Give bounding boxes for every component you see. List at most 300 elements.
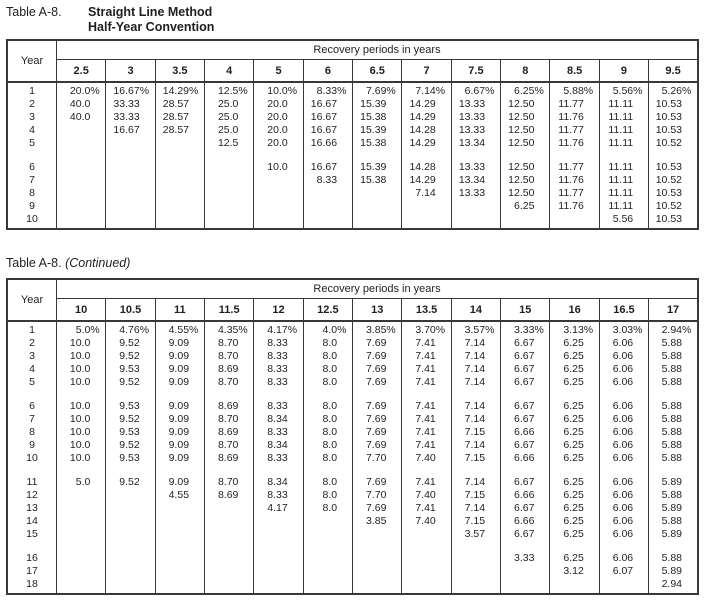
rate-cell: [599, 413, 648, 426]
rate-cell: [501, 565, 550, 578]
rate-cell: [451, 111, 500, 124]
rate-value: 16.66: [310, 137, 338, 149]
rate-cell: [254, 213, 303, 226]
rate-value: 15.38: [360, 111, 387, 123]
rate-value: 12.50: [508, 111, 535, 123]
rate-value: 20.0: [267, 98, 288, 110]
rate-cell: [402, 98, 451, 111]
rate-value: 28.57: [162, 124, 190, 136]
rate-cell: [106, 400, 155, 413]
rate-cell: [155, 376, 204, 389]
rate-cell: [599, 363, 648, 376]
rate-value: 3.85: [365, 324, 387, 336]
year-cell: 3: [29, 111, 35, 123]
rate-value: 14.29: [409, 111, 436, 123]
rate-value: 16.67: [113, 85, 140, 97]
rate-value: 3.57: [464, 528, 486, 540]
percent-sign: %: [238, 324, 248, 336]
spacer-row: [7, 541, 698, 552]
rate-cell: [57, 213, 106, 226]
rate-value: 11.76: [558, 137, 584, 149]
rate-value: 14.29: [162, 85, 190, 97]
rate-cell: [353, 98, 402, 111]
table-row-year-12: [7, 489, 698, 502]
percent-sign: %: [139, 324, 150, 336]
rate-cell: [402, 337, 451, 350]
percent-sign: %: [682, 85, 692, 97]
rate-cell: [254, 565, 303, 578]
percent-sign: %: [583, 85, 594, 97]
rate-cell: [599, 439, 648, 452]
rate-value: 6.06: [612, 426, 634, 438]
rate-value: 7.41: [415, 400, 436, 412]
spacer-row: [7, 226, 698, 229]
rate-cell: [649, 174, 698, 187]
rate-cell: [402, 85, 451, 98]
rate-cell: [57, 400, 106, 413]
rate-value: 6.67: [514, 350, 535, 362]
rate-cell: [205, 161, 254, 174]
rate-cell: [649, 161, 698, 174]
column-header-17: 17: [649, 299, 698, 322]
rate-value: 14.28: [409, 161, 436, 173]
rate-value: 7.41: [415, 337, 436, 349]
column-header-11.5: 11.5: [205, 299, 254, 322]
percent-sign: %: [337, 324, 347, 336]
rate-value: 8.70: [217, 413, 239, 425]
rate-value: 6.06: [612, 350, 634, 362]
rate-value: 7.41: [415, 363, 436, 375]
rate-value: 7.14: [464, 400, 486, 412]
rate-cell: [106, 324, 155, 337]
year-cell: 6: [29, 400, 35, 412]
rate-value: 8.33: [316, 174, 338, 186]
rate-value: 9.09: [168, 439, 190, 451]
rate-cell: [550, 552, 599, 565]
table-row-year-11: [7, 476, 698, 489]
year-cell: 16: [26, 552, 38, 564]
column-header-10: 10: [57, 299, 106, 322]
rate-cell: [649, 350, 698, 363]
rate-cell: [402, 161, 451, 174]
table1-title: [6, 5, 700, 35]
rate-cell: [550, 476, 599, 489]
rate-value: 6.25: [563, 376, 584, 388]
column-header-6.5: 6.5: [353, 60, 402, 83]
rate-cell: [155, 174, 204, 187]
rate-cell: [205, 413, 254, 426]
rate-value: 11.11: [608, 161, 634, 173]
rate-value: 5.89: [661, 502, 682, 514]
rate-value: 8.0: [322, 363, 338, 375]
rate-value: 8.0: [322, 426, 338, 438]
rate-cell: [501, 452, 550, 465]
table-row-year-9: [7, 200, 698, 213]
rate-cell: [451, 137, 500, 150]
rate-value: 15.38: [360, 174, 387, 186]
rate-value: 5.89: [661, 565, 682, 577]
rate-cell: [451, 502, 500, 515]
rate-cell: [205, 98, 254, 111]
rate-value: 6.67: [514, 400, 535, 412]
percent-sign: %: [633, 324, 643, 336]
rate-cell: [402, 439, 451, 452]
rate-cell: [501, 400, 550, 413]
rate-cell: [106, 565, 155, 578]
rate-value: 7.69: [365, 400, 387, 412]
rate-cell: [649, 200, 698, 213]
rate-value: 14.28: [409, 124, 436, 136]
rate-cell: [106, 552, 155, 565]
rate-cell: [155, 187, 204, 200]
rate-cell: [451, 324, 500, 337]
rate-value: 25.0: [217, 98, 239, 110]
rate-value: 6.25: [563, 426, 584, 438]
rate-cell: [353, 200, 402, 213]
table1-body: [7, 82, 698, 229]
rate-value: 10.0: [69, 363, 91, 375]
rate-cell: [254, 85, 303, 98]
rate-value: 11.11: [608, 111, 634, 123]
rate-value: 7.15: [464, 426, 486, 438]
rate-cell: [106, 376, 155, 389]
rate-cell: [550, 578, 599, 591]
rate-cell: [451, 213, 500, 226]
column-header-5: 5: [254, 60, 303, 83]
spacer-row: [7, 150, 698, 161]
rate-cell: [599, 515, 648, 528]
rate-cell: [550, 85, 599, 98]
rate-cell: [599, 161, 648, 174]
year-cell: 6: [29, 161, 35, 173]
rate-cell: [57, 528, 106, 541]
rate-value: 5.88: [661, 350, 682, 362]
percent-sign: %: [485, 85, 495, 97]
column-header-8.5: 8.5: [550, 60, 599, 83]
rate-cell: [501, 124, 550, 137]
rate-cell: [451, 413, 500, 426]
rate-cell: [57, 111, 106, 124]
rate-cell: [501, 137, 550, 150]
rate-cell: [353, 213, 402, 226]
rate-value: 8.33: [267, 350, 288, 362]
rate-cell: [501, 376, 550, 389]
rate-value: 33.33: [113, 111, 140, 123]
rate-value: 9.52: [119, 439, 140, 451]
rate-cell: [353, 452, 402, 465]
column-header-10.5: 10.5: [106, 299, 155, 322]
rate-cell: [451, 350, 500, 363]
rate-value: 3.12: [563, 565, 584, 577]
rate-cell: [649, 515, 698, 528]
rate-cell: [402, 452, 451, 465]
rate-value: 10.53: [655, 213, 682, 225]
rate-cell: [550, 98, 599, 111]
rate-cell: [106, 502, 155, 515]
rate-cell: [402, 476, 451, 489]
rate-cell: [649, 337, 698, 350]
table2-body: [7, 321, 698, 594]
rate-value: 5.88: [661, 452, 682, 464]
rate-value: 7.41: [415, 350, 436, 362]
rate-value: 7.14: [464, 337, 486, 349]
rate-cell: [106, 85, 155, 98]
rate-cell: [303, 515, 352, 528]
rate-cell: [106, 528, 155, 541]
rate-cell: [155, 161, 204, 174]
rate-value: 4.0: [322, 324, 338, 336]
rate-value: 10.53: [655, 98, 682, 110]
rate-value: 14.29: [409, 137, 436, 149]
rate-cell: [303, 565, 352, 578]
rate-cell: [353, 363, 402, 376]
rate-cell: [155, 98, 204, 111]
year-cell: 10: [26, 452, 38, 464]
rate-cell: [155, 363, 204, 376]
rate-value: 11.77: [558, 187, 584, 199]
rate-cell: [353, 528, 402, 541]
rate-cell: [254, 174, 303, 187]
rate-cell: [353, 502, 402, 515]
rate-cell: [599, 565, 648, 578]
rate-cell: [353, 187, 402, 200]
rate-cell: [303, 337, 352, 350]
table1-title-label: Table A-8.: [6, 5, 62, 19]
rate-cell: [599, 528, 648, 541]
rate-cell: [501, 515, 550, 528]
rate-cell: [106, 363, 155, 376]
rate-cell: [303, 426, 352, 439]
percent-sign: %: [386, 85, 396, 97]
percent-sign: %: [534, 85, 544, 97]
rate-cell: [501, 578, 550, 591]
rate-cell: [205, 137, 254, 150]
rate-value: 8.0: [322, 452, 338, 464]
rate-value: 6.06: [612, 515, 634, 527]
rate-cell: [353, 111, 402, 124]
rate-value: 6.25: [563, 337, 584, 349]
rate-value: 15.39: [360, 161, 387, 173]
rate-value: 8.70: [217, 476, 239, 488]
rate-value: 6.67: [464, 85, 486, 97]
table-row-year-10: [7, 213, 698, 226]
rate-cell: [402, 489, 451, 502]
rate-value: 10.53: [655, 161, 682, 173]
rate-value: 7.14: [464, 439, 486, 451]
rate-cell: [205, 489, 254, 502]
rate-value: 9.09: [168, 452, 190, 464]
rate-value: 8.0: [322, 413, 338, 425]
rate-value: 3.57: [464, 324, 486, 336]
rate-cell: [155, 413, 204, 426]
rate-value: 33.33: [113, 98, 140, 110]
rate-cell: [402, 552, 451, 565]
rate-value: 10.52: [655, 137, 682, 149]
rate-value: 20.0: [267, 124, 288, 136]
column-header-3.5: 3.5: [155, 60, 204, 83]
percent-sign: %: [189, 324, 199, 336]
rate-cell: [303, 476, 352, 489]
rate-value: 8.0: [322, 439, 338, 451]
rate-cell: [501, 489, 550, 502]
rate-value: 5.88: [661, 552, 682, 564]
rate-cell: [402, 124, 451, 137]
rate-cell: [106, 137, 155, 150]
rate-cell: [155, 200, 204, 213]
column-header-7: 7: [402, 60, 451, 83]
rate-cell: [550, 124, 599, 137]
rate-cell: [106, 439, 155, 452]
year-cell: 11: [26, 476, 38, 488]
rate-value: 10.0: [267, 85, 288, 97]
rate-value: 6.25: [563, 413, 584, 425]
rate-cell: [649, 137, 698, 150]
rate-cell: [303, 111, 352, 124]
rate-cell: [303, 439, 352, 452]
rate-cell: [106, 213, 155, 226]
rate-cell: [303, 376, 352, 389]
rate-value: 7.14: [464, 376, 486, 388]
rate-value: 8.33: [267, 337, 288, 349]
table2-title-continued: (Continued): [65, 256, 131, 270]
rate-value: 12.50: [508, 174, 535, 186]
percent-sign: %: [534, 324, 544, 336]
rate-cell: [155, 124, 204, 137]
table-row-year-7: [7, 174, 698, 187]
rate-value: 8.33: [267, 363, 288, 375]
rate-cell: [57, 350, 106, 363]
rate-value: 7.69: [365, 502, 387, 514]
rate-value: 6.25: [563, 363, 584, 375]
rate-cell: [57, 489, 106, 502]
table-row-year-10: [7, 452, 698, 465]
rate-value: 7.15: [464, 515, 486, 527]
rate-value: 8.0: [322, 502, 338, 514]
rate-cell: [155, 515, 204, 528]
rate-value: 9.52: [119, 337, 140, 349]
percent-sign: %: [287, 85, 298, 97]
rate-value: 9.52: [119, 350, 140, 362]
rate-cell: [205, 85, 254, 98]
rate-cell: [599, 98, 648, 111]
rate-cell: [501, 363, 550, 376]
rate-value: 9.09: [168, 350, 190, 362]
rate-cell: [205, 578, 254, 591]
year-cell: 17: [26, 565, 38, 577]
rate-value: 5.88: [661, 413, 682, 425]
rate-cell: [550, 200, 599, 213]
rate-cell: [155, 452, 204, 465]
rate-cell: [106, 187, 155, 200]
rate-value: 8.0: [322, 400, 338, 412]
percent-sign: %: [238, 85, 248, 97]
column-header-13.5: 13.5: [402, 299, 451, 322]
rate-cell: [353, 515, 402, 528]
rate-cell: [254, 528, 303, 541]
rate-cell: [451, 337, 500, 350]
year-cell: 9: [29, 200, 35, 212]
rate-cell: [57, 376, 106, 389]
rate-value: 16.67: [310, 98, 338, 110]
rate-value: 5.88: [661, 426, 682, 438]
rate-value: 5.88: [661, 337, 682, 349]
rate-cell: [353, 439, 402, 452]
rate-value: 7.69: [365, 350, 387, 362]
rate-cell: [57, 124, 106, 137]
rate-value: 6.67: [514, 528, 535, 540]
rate-value: 8.33: [267, 426, 288, 438]
rate-cell: [57, 137, 106, 150]
rate-cell: [106, 476, 155, 489]
rate-value: 5.56: [612, 213, 634, 225]
rate-cell: [402, 111, 451, 124]
rate-cell: [649, 439, 698, 452]
rate-value: 11.11: [608, 174, 634, 186]
rate-value: 7.41: [415, 376, 436, 388]
table-row-year-1: [7, 324, 698, 337]
rate-cell: [205, 439, 254, 452]
rate-value: 9.09: [168, 426, 190, 438]
rate-value: 5.88: [661, 489, 682, 501]
rate-value: 3.13: [563, 324, 584, 336]
rate-cell: [106, 111, 155, 124]
column-header-8: 8: [501, 60, 550, 83]
column-headers-row: [7, 60, 698, 83]
rate-cell: [402, 376, 451, 389]
rate-cell: [205, 200, 254, 213]
rate-cell: [254, 439, 303, 452]
rate-value: 4.55: [168, 324, 190, 336]
rate-cell: [303, 200, 352, 213]
depreciation-table-2: [6, 278, 699, 595]
rate-value: 16.67: [310, 161, 338, 173]
rate-cell: [501, 324, 550, 337]
rate-value: 7.14: [464, 502, 486, 514]
column-header-2.5: 2.5: [57, 60, 106, 83]
depreciation-table-1: [6, 39, 699, 230]
rate-value: 7.41: [415, 426, 436, 438]
rate-value: 10.53: [655, 124, 682, 136]
rate-cell: [353, 552, 402, 565]
rate-cell: [353, 413, 402, 426]
rate-cell: [353, 85, 402, 98]
rate-cell: [451, 363, 500, 376]
rate-cell: [57, 452, 106, 465]
column-header-13: 13: [353, 299, 402, 322]
rate-cell: [353, 161, 402, 174]
rate-value: 10.53: [655, 111, 682, 123]
column-header-3: 3: [106, 60, 155, 83]
rate-value: 20.0: [267, 137, 288, 149]
rate-cell: [106, 426, 155, 439]
rate-cell: [303, 528, 352, 541]
rate-cell: [254, 489, 303, 502]
rate-value: 8.70: [217, 376, 239, 388]
rate-value: 7.15: [464, 452, 486, 464]
rate-value: 11.11: [608, 137, 634, 149]
rate-value: 13.33: [458, 98, 486, 110]
percent-sign: %: [90, 324, 100, 336]
rate-cell: [155, 85, 204, 98]
recovery-periods-header: Recovery periods in years: [57, 279, 699, 299]
rate-value: 6.67: [514, 413, 535, 425]
rate-value: 12.50: [508, 161, 535, 173]
rate-value: 4.55: [168, 489, 190, 501]
rate-cell: [353, 137, 402, 150]
rate-value: 3.33: [514, 552, 535, 564]
rate-cell: [550, 337, 599, 350]
rate-cell: [599, 200, 648, 213]
